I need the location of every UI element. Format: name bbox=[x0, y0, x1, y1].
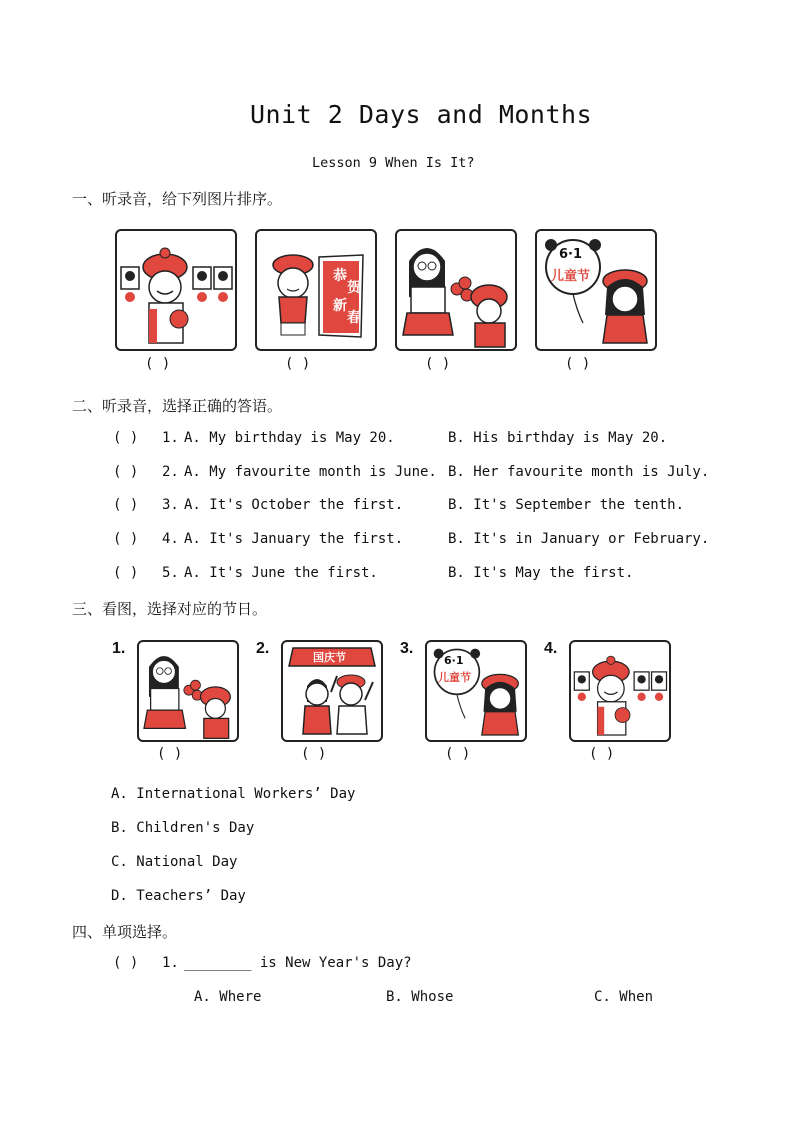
section-2-heading: 二、听录音，选择正确的答语。 bbox=[72, 397, 283, 415]
section3-picture-1 bbox=[137, 640, 239, 742]
holiday-option-d: D. Teachers’ Day bbox=[111, 888, 246, 904]
banner-char-2: 贺 bbox=[347, 280, 361, 296]
section-4-heading: 四、单项选择。 bbox=[72, 923, 178, 941]
section1-picture-4 bbox=[535, 229, 657, 351]
answer-blank[interactable]: ( ) bbox=[113, 565, 139, 581]
answer-blank[interactable]: ( ) bbox=[113, 464, 139, 480]
section1-picture-2 bbox=[255, 229, 377, 351]
boy-with-photos-and-flowers-picture bbox=[117, 231, 235, 349]
section3-answer-4[interactable]: ( ) bbox=[589, 746, 615, 762]
holiday-option-a: A. International Workers’ Day bbox=[111, 786, 356, 802]
section1-picture-3 bbox=[395, 229, 517, 351]
section3-answer-1[interactable]: ( ) bbox=[157, 746, 183, 762]
girl-receiving-flowers-picture bbox=[397, 231, 515, 349]
option-b: B. Her favourite month is July. bbox=[448, 464, 710, 480]
section3-picture-3 bbox=[425, 640, 527, 742]
choice-option-c: C. When bbox=[594, 989, 654, 1005]
picture-label-3: 3. bbox=[400, 640, 414, 657]
answer-blank[interactable]: ( ) bbox=[113, 430, 139, 446]
banner-char-3: 新 bbox=[333, 298, 347, 314]
section1-picture-1 bbox=[115, 229, 237, 351]
item-number: 5. bbox=[162, 565, 179, 581]
picture-label-1: 1. bbox=[112, 640, 126, 657]
picture-label-4: 4. bbox=[544, 640, 558, 657]
option-a: A. My favourite month is June. bbox=[184, 464, 437, 480]
option-a: A. It's June the first. bbox=[184, 565, 378, 581]
answer-blank[interactable]: ( ) bbox=[113, 955, 139, 971]
section3-answer-2[interactable]: ( ) bbox=[301, 746, 327, 762]
section1-answer-3[interactable]: ( ) bbox=[425, 356, 451, 372]
item-number: 2. bbox=[162, 464, 179, 480]
banner-char-4: 春 bbox=[347, 310, 361, 326]
balloon-text-date: 6·1 bbox=[444, 654, 464, 667]
section1-answer-1[interactable]: ( ) bbox=[145, 356, 171, 372]
question-stem: ________ is New Year's Day? bbox=[184, 955, 412, 971]
balloon-text-holiday: 儿童节 bbox=[438, 671, 471, 684]
section1-answer-4[interactable]: ( ) bbox=[565, 356, 591, 372]
national-day-sign-text: 国庆节 bbox=[313, 651, 346, 664]
girl-with-childrens-day-balloon-picture bbox=[427, 642, 525, 740]
girl-with-childrens-day-balloon-picture bbox=[537, 231, 655, 349]
option-b: B. It's in January or February. bbox=[448, 531, 710, 547]
item-number: 4. bbox=[162, 531, 179, 547]
item-number: 1. bbox=[162, 430, 179, 446]
option-a: A. My birthday is May 20. bbox=[184, 430, 395, 446]
option-b: B. His birthday is May 20. bbox=[448, 430, 668, 446]
section1-answer-2[interactable]: ( ) bbox=[285, 356, 311, 372]
answer-blank[interactable]: ( ) bbox=[113, 497, 139, 513]
choice-option-a: A. Where bbox=[194, 989, 262, 1005]
section-1-heading: 一、听录音，给下列图片排序。 bbox=[72, 190, 283, 208]
option-b: B. It's May the first. bbox=[448, 565, 634, 581]
girl-receiving-flowers-picture bbox=[139, 642, 237, 740]
choice-option-b: B. Whose bbox=[386, 989, 454, 1005]
holiday-option-b: B. Children's Day bbox=[111, 820, 255, 836]
page-title: Unit 2 Days and Months bbox=[250, 100, 593, 129]
answer-blank[interactable]: ( ) bbox=[113, 531, 139, 547]
section3-picture-4 bbox=[569, 640, 671, 742]
balloon-text-holiday: 儿童节 bbox=[551, 269, 591, 284]
holiday-option-c: C. National Day bbox=[111, 854, 238, 870]
banner-char-1: 恭 bbox=[333, 268, 347, 284]
boy-with-photos-and-flowers-picture bbox=[571, 642, 669, 740]
lesson-subtitle: Lesson 9 When Is It? bbox=[312, 155, 475, 171]
balloon-text-date: 6·1 bbox=[559, 247, 583, 262]
section-3-heading: 三、看图，选择对应的节日。 bbox=[72, 600, 268, 618]
option-a: A. It's January the first. bbox=[184, 531, 404, 547]
option-a: A. It's October the first. bbox=[184, 497, 404, 513]
option-b: B. It's September the tenth. bbox=[448, 497, 685, 513]
section3-answer-3[interactable]: ( ) bbox=[445, 746, 471, 762]
item-number: 1. bbox=[162, 955, 179, 971]
section3-picture-2 bbox=[281, 640, 383, 742]
item-number: 3. bbox=[162, 497, 179, 513]
picture-label-2: 2. bbox=[256, 640, 270, 657]
